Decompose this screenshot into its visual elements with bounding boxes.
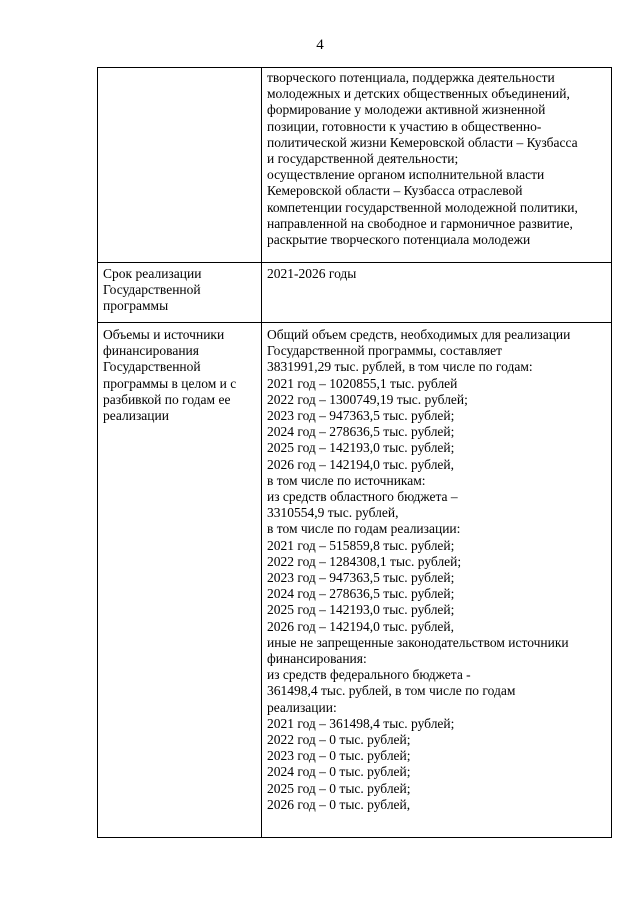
row-label-cell bbox=[98, 323, 262, 838]
label-line: программы bbox=[103, 298, 169, 314]
text-line: из средств областного бюджета – bbox=[267, 489, 458, 505]
text-line: 361498,4 тыс. рублей, в том числе по годам bbox=[267, 683, 516, 699]
text-line: 2021 год – 1020855,1 тыс. рублей bbox=[267, 375, 458, 391]
text-line: 2022 год – 1300749,19 тыс. рублей; bbox=[267, 391, 468, 407]
text-line: Общий объем средств, необходимых для реализации bbox=[267, 327, 571, 342]
text-line: в том числе по источникам: bbox=[267, 472, 426, 488]
row-label-cell bbox=[98, 263, 262, 323]
text-line: Государственной программы, составляет bbox=[267, 343, 503, 359]
text-line: 3831991,29 тыс. рублей, в том числе по годам: bbox=[267, 359, 533, 375]
row-content-cell bbox=[262, 263, 612, 323]
label-line: Срок реализации bbox=[103, 266, 202, 281]
text-line: раскрытие творческого потенциала молодежи bbox=[267, 232, 531, 248]
text-line: иные не запрещенные законодательством источники bbox=[267, 634, 569, 650]
table-row-goals-continuation bbox=[98, 68, 612, 263]
label-line: реализации bbox=[103, 408, 169, 424]
row-label-cell bbox=[98, 68, 262, 263]
page-number: 4 bbox=[316, 37, 324, 53]
text-line: направленной на свободное и гармоничное развитие, bbox=[267, 215, 573, 231]
text-line: политической жизни Кемеровской области – Кузбасса bbox=[267, 134, 578, 150]
text-line: в том числе по годам реализации: bbox=[267, 521, 461, 537]
label-line: Государственной bbox=[103, 282, 201, 298]
text-line: 2023 год – 947363,5 тыс. рублей; bbox=[267, 570, 455, 586]
text-line: 2024 год – 278636,5 тыс. рублей; bbox=[267, 424, 455, 440]
text-line: 2021-2026 годы bbox=[267, 266, 357, 281]
label-line: программы в целом и с bbox=[103, 375, 237, 391]
text-line: 2021 год – 515859,8 тыс. рублей; bbox=[267, 537, 455, 553]
text-line: 3310554,9 тыс. рублей, bbox=[267, 505, 399, 521]
text-line: компетенции государственной молодежной политики, bbox=[267, 199, 578, 215]
text-line: Кемеровской области – Кузбасса отраслевой bbox=[267, 183, 523, 199]
text-line: 2022 год – 1284308,1 тыс. рублей; bbox=[267, 553, 462, 569]
row-content-cell bbox=[262, 323, 612, 838]
text-line: молодежных и детских общественных объединений, bbox=[267, 86, 570, 102]
text-line: творческого потенциала, поддержка деятельности bbox=[267, 70, 555, 85]
text-line: формирование у молодежи активной жизненной bbox=[267, 102, 546, 118]
text-line: 2024 год – 278636,5 тыс. рублей; bbox=[267, 586, 455, 602]
text-line: 2025 год – 142193,0 тыс. рублей; bbox=[267, 440, 455, 456]
text-line: 2022 год – 0 тыс. рублей; bbox=[267, 732, 411, 748]
text-line: финансирования: bbox=[267, 651, 367, 667]
text-line: реализации: bbox=[267, 699, 337, 715]
text-line: 2021 год – 361498,4 тыс. рублей; bbox=[267, 715, 455, 731]
text-line: 2023 год – 0 тыс. рублей; bbox=[267, 748, 411, 764]
label-line: финансирования bbox=[103, 343, 199, 359]
text-line: осуществление органом исполнительной власти bbox=[267, 167, 545, 183]
text-line: позиции, готовности к участию в общественно- bbox=[267, 118, 542, 134]
text-line: 2026 год – 0 тыс. рублей, bbox=[267, 796, 411, 812]
table-row-implementation-period bbox=[98, 263, 612, 323]
label-line: Государственной bbox=[103, 359, 201, 375]
text-line: 2024 год – 0 тыс. рублей; bbox=[267, 764, 411, 780]
text-line: 2025 год – 0 тыс. рублей; bbox=[267, 780, 411, 796]
text-line: 2025 год – 142193,0 тыс. рублей; bbox=[267, 602, 455, 618]
text-line: 2023 год – 947363,5 тыс. рублей; bbox=[267, 408, 455, 424]
text-line: 2026 год – 142194,0 тыс. рублей, bbox=[267, 618, 455, 634]
table-row-funding bbox=[98, 323, 612, 838]
label-line: Объемы и источники bbox=[103, 327, 225, 342]
row-content-cell bbox=[262, 68, 612, 263]
text-line: 2026 год – 142194,0 тыс. рублей, bbox=[267, 456, 455, 472]
text-line: и государственной деятельности; bbox=[267, 151, 459, 167]
label-line: разбивкой по годам ее bbox=[103, 391, 231, 407]
text-line: из средств федерального бюджета - bbox=[267, 667, 471, 683]
program-passport-table bbox=[97, 67, 612, 838]
